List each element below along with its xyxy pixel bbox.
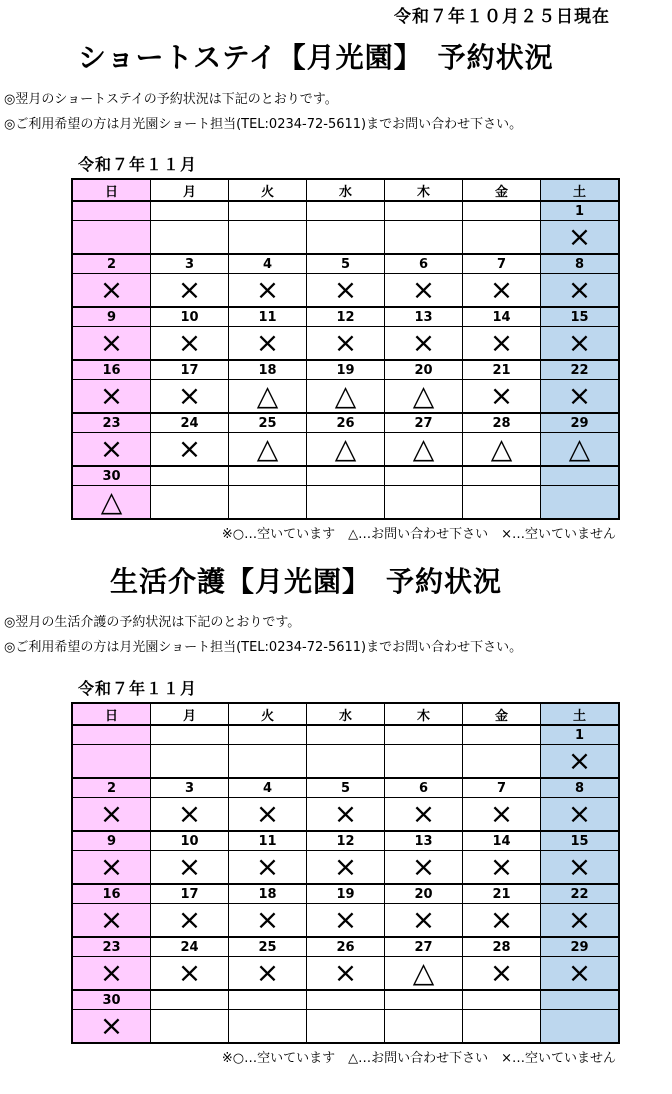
weekday-header: 水 [307, 179, 385, 201]
availability-cell: × [385, 904, 463, 938]
availability-cell: × [229, 957, 307, 991]
date-cell [463, 201, 541, 221]
availability-cell [151, 1010, 229, 1044]
date-cell: 13 [385, 831, 463, 851]
availability-cell: △ [463, 433, 541, 467]
date-cell: 23 [72, 937, 151, 957]
date-cell: 20 [385, 884, 463, 904]
date-cell: 28 [463, 937, 541, 957]
availability-cell: × [385, 327, 463, 361]
availability-cell: × [151, 957, 229, 991]
date-cell [541, 466, 620, 486]
date-cell [151, 466, 229, 486]
availability-cell: △ [307, 433, 385, 467]
availability-cell: △ [385, 433, 463, 467]
availability-cell: × [151, 380, 229, 414]
date-cell: 18 [229, 360, 307, 380]
availability-cell: × [463, 798, 541, 832]
availability-cell: × [307, 957, 385, 991]
availability-cell [307, 745, 385, 779]
date-cell [307, 466, 385, 486]
availability-cell: × [72, 433, 151, 467]
date-cell [463, 466, 541, 486]
date-cell [307, 990, 385, 1010]
availability-cell: × [307, 327, 385, 361]
date-row [72, 466, 619, 486]
date-cell: 16 [72, 884, 151, 904]
availability-cell: × [541, 274, 620, 308]
availability-cell: × [463, 851, 541, 885]
weekday-header: 木 [385, 703, 463, 725]
availability-cell [229, 486, 307, 520]
month-label: 令和７年１１月 [78, 679, 198, 698]
date-cell: 21 [463, 360, 541, 380]
availability-cell: × [307, 851, 385, 885]
date-cell: 24 [151, 413, 229, 433]
weekday-header: 火 [229, 703, 307, 725]
availability-cell [463, 1010, 541, 1044]
date-cell: 5 [307, 778, 385, 798]
availability-cell: △ [72, 486, 151, 520]
legend: ※○…空いています △…お問い合わせ下さい ×…空いていません [221, 527, 616, 542]
section-title-short-stay: ショートステイ【月光園】 予約状況 [78, 41, 554, 74]
availability-cell: × [385, 851, 463, 885]
date-row [72, 937, 619, 957]
calendar-short-stay [71, 178, 620, 520]
availability-cell: × [463, 380, 541, 414]
date-cell [385, 725, 463, 745]
availability-cell: △ [307, 380, 385, 414]
availability-cell: × [72, 904, 151, 938]
availability-cell: × [72, 798, 151, 832]
date-row [72, 254, 619, 274]
date-cell: 26 [307, 413, 385, 433]
availability-cell [72, 221, 151, 255]
status-row [72, 957, 619, 991]
availability-cell [151, 486, 229, 520]
date-cell: 5 [307, 254, 385, 274]
availability-cell: × [541, 957, 620, 991]
date-cell: 13 [385, 307, 463, 327]
availability-cell [229, 745, 307, 779]
date-cell: 3 [151, 254, 229, 274]
availability-cell: × [72, 380, 151, 414]
date-cell [229, 466, 307, 486]
date-cell: 23 [72, 413, 151, 433]
weekday-header: 土 [541, 179, 620, 201]
availability-cell: × [385, 274, 463, 308]
availability-cell: × [463, 327, 541, 361]
availability-cell: × [541, 327, 620, 361]
date-cell: 3 [151, 778, 229, 798]
date-cell: 18 [229, 884, 307, 904]
weekday-header: 水 [307, 703, 385, 725]
availability-cell [307, 221, 385, 255]
date-cell [307, 725, 385, 745]
date-cell [463, 990, 541, 1010]
availability-cell [385, 486, 463, 520]
date-cell: 21 [463, 884, 541, 904]
availability-cell: × [72, 851, 151, 885]
date-cell [385, 990, 463, 1010]
status-row [72, 798, 619, 832]
status-row [72, 380, 619, 414]
date-cell: 11 [229, 831, 307, 851]
date-cell: 25 [229, 413, 307, 433]
date-cell: 10 [151, 307, 229, 327]
date-row [72, 413, 619, 433]
date-cell: 25 [229, 937, 307, 957]
date-cell: 6 [385, 778, 463, 798]
availability-cell: × [307, 798, 385, 832]
date-cell: 8 [541, 254, 620, 274]
date-cell: 11 [229, 307, 307, 327]
date-cell: 1 [541, 201, 620, 221]
date-cell: 30 [72, 466, 151, 486]
date-cell [229, 725, 307, 745]
date-cell: 29 [541, 413, 620, 433]
status-row [72, 221, 619, 255]
weekday-header: 日 [72, 179, 151, 201]
availability-cell: × [463, 904, 541, 938]
date-row [72, 990, 619, 1010]
date-cell: 12 [307, 307, 385, 327]
date-cell: 29 [541, 937, 620, 957]
weekday-header-row [72, 703, 619, 725]
date-cell [229, 990, 307, 1010]
availability-cell [541, 1010, 620, 1044]
date-row [72, 884, 619, 904]
availability-cell: × [463, 274, 541, 308]
availability-cell: × [541, 798, 620, 832]
availability-cell: × [151, 851, 229, 885]
availability-cell [229, 1010, 307, 1044]
availability-cell: × [229, 327, 307, 361]
availability-cell: × [541, 904, 620, 938]
availability-cell: × [151, 798, 229, 832]
status-row [72, 327, 619, 361]
status-row [72, 433, 619, 467]
section-title-day-care: 生活介護【月光園】 予約状況 [110, 565, 503, 598]
note-line: ◎ご利用希望の方は月光園ショート担当(TEL:0234-72-5611)までお問い合わせ下さい。 [4, 117, 523, 132]
status-row [72, 745, 619, 779]
date-cell: 4 [229, 778, 307, 798]
date-row [72, 725, 619, 745]
date-cell: 19 [307, 360, 385, 380]
status-row [72, 1010, 619, 1044]
date-cell [72, 725, 151, 745]
date-cell: 10 [151, 831, 229, 851]
availability-cell: △ [385, 957, 463, 991]
weekday-header: 木 [385, 179, 463, 201]
date-cell: 6 [385, 254, 463, 274]
availability-cell: × [541, 221, 620, 255]
availability-cell: × [463, 957, 541, 991]
note-line: ◎ご利用希望の方は月光園ショート担当(TEL:0234-72-5611)までお問い合わせ下さい。 [4, 640, 523, 655]
availability-cell [151, 221, 229, 255]
availability-cell [463, 221, 541, 255]
availability-cell: × [541, 851, 620, 885]
date-cell: 26 [307, 937, 385, 957]
date-cell [72, 201, 151, 221]
date-cell: 2 [72, 778, 151, 798]
date-cell: 15 [541, 831, 620, 851]
date-row [72, 778, 619, 798]
weekday-header: 金 [463, 703, 541, 725]
date-cell: 7 [463, 778, 541, 798]
availability-cell: △ [385, 380, 463, 414]
availability-cell: × [72, 957, 151, 991]
date-cell: 12 [307, 831, 385, 851]
availability-cell: △ [541, 433, 620, 467]
date-cell: 14 [463, 831, 541, 851]
availability-cell: × [385, 798, 463, 832]
weekday-header-row [72, 179, 619, 201]
date-cell: 2 [72, 254, 151, 274]
availability-cell [463, 745, 541, 779]
date-cell: 27 [385, 937, 463, 957]
availability-cell [229, 221, 307, 255]
availability-cell [385, 745, 463, 779]
date-cell: 17 [151, 884, 229, 904]
weekday-header: 月 [151, 179, 229, 201]
date-cell [307, 201, 385, 221]
status-row [72, 851, 619, 885]
date-cell: 9 [72, 307, 151, 327]
date-cell: 4 [229, 254, 307, 274]
date-cell [151, 725, 229, 745]
date-cell: 28 [463, 413, 541, 433]
calendar-day-care [71, 702, 620, 1044]
date-cell [151, 990, 229, 1010]
date-cell: 16 [72, 360, 151, 380]
date-cell: 22 [541, 884, 620, 904]
date-row [72, 831, 619, 851]
availability-cell: × [72, 327, 151, 361]
date-row [72, 201, 619, 221]
month-label: 令和７年１１月 [78, 155, 198, 174]
weekday-header: 日 [72, 703, 151, 725]
availability-cell [541, 486, 620, 520]
date-cell: 17 [151, 360, 229, 380]
note-line: ◎翌月の生活介護の予約状況は下記のとおりです。 [4, 615, 301, 630]
date-row [72, 360, 619, 380]
availability-cell: × [541, 745, 620, 779]
date-cell: 15 [541, 307, 620, 327]
availability-cell: × [229, 274, 307, 308]
availability-cell [72, 745, 151, 779]
date-cell: 30 [72, 990, 151, 1010]
availability-cell: × [307, 904, 385, 938]
date-cell: 19 [307, 884, 385, 904]
availability-cell [385, 221, 463, 255]
date-cell: 20 [385, 360, 463, 380]
note-line: ◎翌月のショートステイの予約状況は下記のとおりです。 [4, 92, 338, 107]
availability-cell: × [229, 851, 307, 885]
weekday-header: 火 [229, 179, 307, 201]
weekday-header: 月 [151, 703, 229, 725]
availability-cell: × [72, 1010, 151, 1044]
date-cell [463, 725, 541, 745]
status-row [72, 904, 619, 938]
date-cell: 24 [151, 937, 229, 957]
date-cell [541, 990, 620, 1010]
availability-cell [385, 1010, 463, 1044]
availability-cell: × [72, 274, 151, 308]
date-cell: 22 [541, 360, 620, 380]
weekday-header: 土 [541, 703, 620, 725]
availability-cell [151, 745, 229, 779]
availability-cell [307, 486, 385, 520]
availability-cell: × [541, 380, 620, 414]
date-cell: 27 [385, 413, 463, 433]
availability-cell: × [151, 274, 229, 308]
availability-cell: △ [229, 380, 307, 414]
availability-cell: × [151, 433, 229, 467]
status-row [72, 486, 619, 520]
availability-cell [307, 1010, 385, 1044]
date-cell: 7 [463, 254, 541, 274]
availability-cell: × [307, 274, 385, 308]
date-cell: 1 [541, 725, 620, 745]
as-of-date: 令和７年１０月２５日現在 [394, 7, 610, 27]
availability-cell: △ [229, 433, 307, 467]
status-row [72, 274, 619, 308]
availability-cell: × [151, 327, 229, 361]
weekday-header: 金 [463, 179, 541, 201]
date-cell: 9 [72, 831, 151, 851]
date-cell [151, 201, 229, 221]
availability-cell: × [229, 798, 307, 832]
date-row [72, 307, 619, 327]
availability-cell: × [229, 904, 307, 938]
date-cell [229, 201, 307, 221]
date-cell [385, 201, 463, 221]
date-cell: 14 [463, 307, 541, 327]
date-cell: 8 [541, 778, 620, 798]
legend: ※○…空いています △…お問い合わせ下さい ×…空いていません [221, 1051, 616, 1066]
date-cell [385, 466, 463, 486]
availability-cell [463, 486, 541, 520]
availability-cell: × [151, 904, 229, 938]
